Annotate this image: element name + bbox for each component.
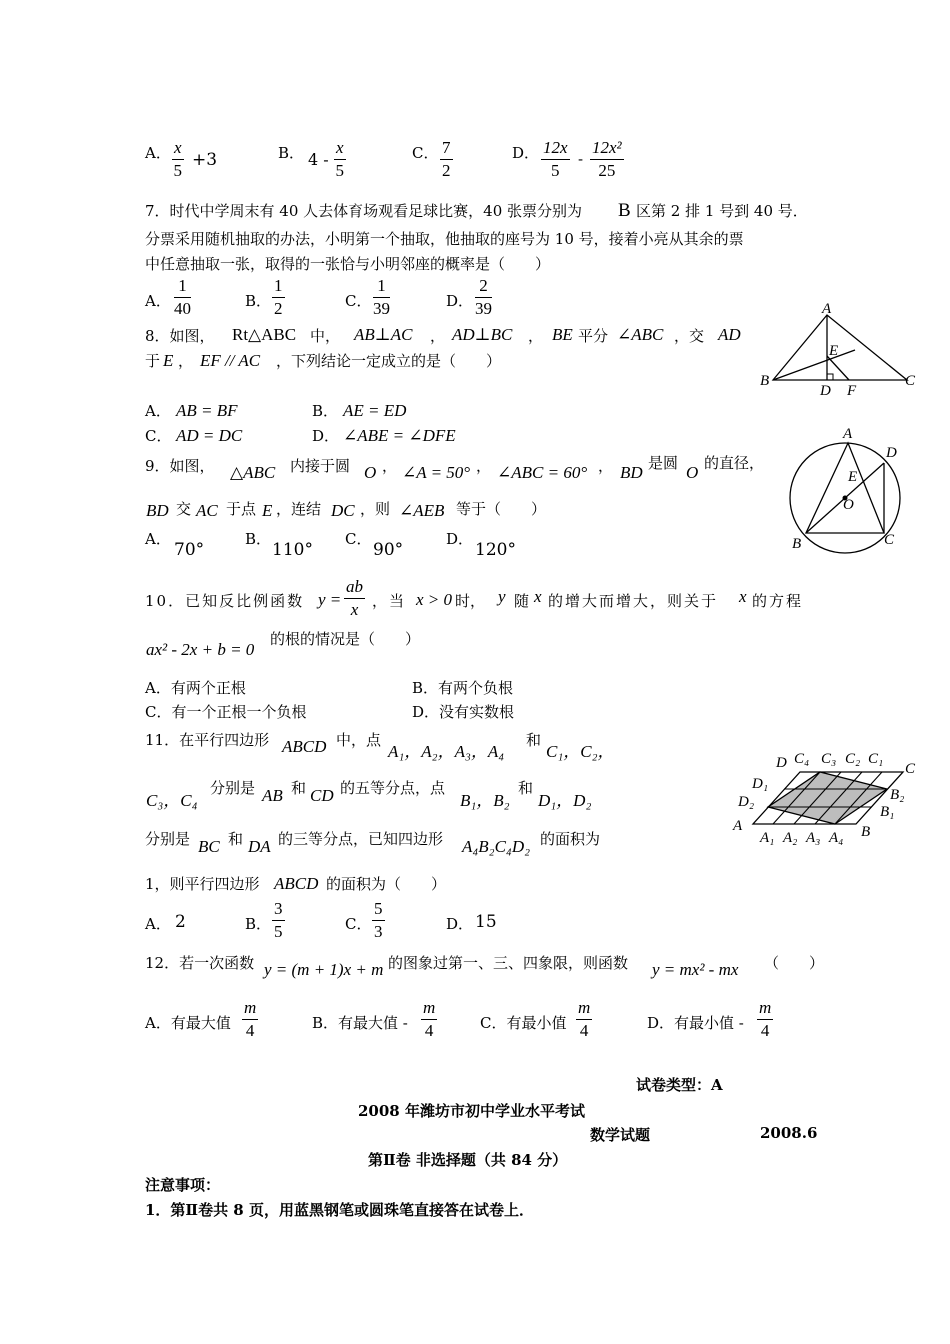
q11-math: ABCD — [282, 737, 327, 756]
q8-math: AB⊥AC — [354, 325, 413, 344]
q8-text: ， — [178, 352, 194, 370]
q11-opt-b-label: B． — [245, 915, 272, 933]
q11-text: 分别是 — [210, 779, 256, 797]
q7-opt-b-label: B． — [245, 292, 272, 310]
q12-opt-d: D．有最小值 - — [647, 1014, 744, 1032]
q8-text: 平分 — [578, 327, 609, 345]
q11-opt-d-label: D． — [446, 915, 474, 933]
q11-fig-label-c3: C₃ — [821, 751, 837, 767]
q7-line1-end: 区第 2 排 1 号到 40 号． — [636, 202, 808, 220]
q6-opt-a-frac: $\frac{x}{5}$ — [173, 138, 183, 180]
q7-line1: 7．时代中学周末有 40 人去体育场观看足球比赛，40 张票分别为 — [145, 202, 583, 220]
q10-text: 10．已知反比例函数 — [145, 592, 305, 610]
q8-math: BE — [552, 325, 573, 344]
q12-opt-b: B．有最大值 - — [312, 1014, 408, 1032]
q9-opt-a: 70° — [174, 540, 205, 560]
q11-fig-label-b: B — [861, 824, 871, 840]
q11-parallelogram-figure — [728, 748, 928, 848]
q9-opt-c-label: C． — [345, 530, 372, 548]
q9-math: ∠ABC = 60° — [497, 463, 588, 482]
q10-opt-c: C．有一个正根一个负根 — [145, 703, 307, 721]
q9-opt-d-label: D． — [446, 530, 474, 548]
q11-math: BC — [198, 837, 220, 856]
q12-text: 12．若一次函数 — [145, 954, 255, 972]
q7-opt-c-frac: $\frac{1}{39}$ — [373, 276, 390, 318]
q8-fig-label-a: A — [822, 301, 832, 317]
q11-math: B₁，B₂ — [460, 791, 510, 810]
q9-math: AC — [196, 501, 218, 520]
q11-fig-label-a: A — [733, 818, 743, 834]
q7-opt-d-label: D． — [446, 292, 474, 310]
q11-opt-a-label: A． — [145, 915, 171, 933]
q8-opt-c-label: C． — [145, 427, 172, 445]
q9-circle-figure — [780, 420, 910, 555]
q9-opt-c: 90° — [373, 540, 404, 560]
q11-fig-label-d2: D₂ — [738, 794, 755, 810]
q10-math: x > 0 — [416, 590, 453, 609]
q8-opt-a: AB = BF — [176, 401, 238, 420]
q8-opt-a-label: A． — [145, 402, 171, 420]
q11-math: DA — [248, 837, 271, 856]
q8-text: ，下列结论一定成立的是（ ） — [276, 352, 502, 370]
q8-math: Rt△ABC — [232, 325, 297, 344]
q11-text: 11．在平行四边形 — [145, 731, 270, 749]
q9-text: ， — [382, 457, 398, 475]
q9-math: ∠AEB — [399, 501, 445, 520]
q7-line3: 中任意抽取一张，取得的一张恰与小明邻座的概率是（ ） — [145, 255, 551, 273]
q9-math: O — [686, 463, 699, 482]
q9-fig-label-a: A — [843, 426, 853, 442]
q9-math: ∠A = 50° — [402, 463, 471, 482]
q7-line2: 分票采用随机抽取的办法，小明第一个抽取，他抽取的座号为 10 号，接着小亮从其余的票 — [145, 230, 744, 248]
q10-fraction: $\frac{ab}{x}$ — [346, 577, 363, 619]
q11-fig-label-c2: C₂ — [845, 751, 861, 767]
q11-fig-label-a3: A₃ — [806, 830, 821, 846]
q8-math: AD — [718, 325, 741, 344]
q9-fig-label-b: B — [792, 536, 802, 552]
q9-text: ，连结 — [276, 500, 322, 518]
q9-text: ，则 — [360, 500, 391, 518]
q9-text: ， — [476, 457, 492, 475]
q9-text: 内接于圆 — [290, 457, 351, 475]
q11-math: C₁，C₂， — [546, 742, 615, 761]
q12-opt-a: A．有最大值 — [145, 1014, 231, 1032]
q8-opt-d-label: D． — [312, 427, 340, 445]
q7-opt-c-label: C． — [345, 292, 372, 310]
q10-text: 的方程 — [752, 592, 804, 610]
q8-opt-d: ∠ABE = ∠DFE — [343, 426, 456, 445]
q12-opt-d-frac: $\frac{m}{4}$ — [759, 998, 772, 1040]
q9-fig-label-e: E — [848, 469, 858, 485]
q9-opt-a-label: A． — [145, 530, 171, 548]
q8-text: ， — [430, 327, 446, 345]
q12-math: y = mx² - mx — [652, 960, 739, 979]
q11-text: 和 — [526, 731, 542, 749]
q10-equation: ax² - 2x + b = 0 — [146, 640, 255, 659]
q6-opt-d-minus: - — [578, 150, 584, 168]
q10-text: 的增大而增大，则关于 — [548, 592, 719, 610]
q6-opt-d-label: D． — [512, 144, 540, 162]
q7-opt-a-label: A． — [145, 292, 171, 310]
q6-opt-c-frac: $\frac{7}{2}$ — [442, 138, 451, 180]
q11-math: A₁，A₂，A₃，A₄ — [388, 742, 505, 761]
q9-opt-b: 110° — [272, 540, 313, 560]
q9-text: ， — [598, 457, 614, 475]
q7-opt-a-frac: $\frac{1}{40}$ — [174, 276, 191, 318]
q12-math: y = (m + 1)x + m — [264, 960, 384, 979]
q7-opt-b-frac: $\frac{1}{2}$ — [274, 276, 283, 318]
q10-math: y — [498, 587, 506, 606]
q11-fig-label-c: C — [905, 761, 916, 777]
q8-fig-label-f: F — [847, 383, 857, 399]
q11-opt-d: 15 — [475, 912, 497, 932]
q11-fig-label-d: D — [776, 755, 787, 771]
q9-fig-label-d: D — [886, 445, 897, 461]
q9-text: 的直径， — [704, 454, 765, 472]
q12-opt-b-frac: $\frac{m}{4}$ — [423, 998, 436, 1040]
notice-heading: 注意事项： — [145, 1176, 221, 1194]
q9-math: BD — [620, 463, 643, 482]
q9-text: 交 — [176, 500, 192, 518]
q9-fig-label-c: C — [884, 532, 895, 548]
q8-opt-b: AE = ED — [343, 401, 407, 420]
exam-date: 2008.6 — [760, 1124, 818, 1142]
q10-opt-b: B．有两个负根 — [412, 679, 514, 697]
q11-text: 的面积为（ ） — [326, 875, 447, 893]
q9-math: BD — [146, 501, 169, 520]
q10-text: ，当 — [372, 592, 407, 610]
q12-opt-c-frac: $\frac{m}{4}$ — [578, 998, 591, 1040]
q6-opt-a-label: A． — [145, 144, 171, 162]
exam-title: 2008 年潍坊市初中学业水平考试 — [358, 1102, 585, 1120]
notice-item-1: 1．第Ⅱ卷共 8 页，用蓝黑钢笔或圆珠笔直接答在试卷上． — [145, 1201, 534, 1219]
q9-math: △ABC — [230, 463, 276, 482]
q6-opt-d-frac2: $\frac{\text{12x²}}{25}$ — [592, 138, 622, 180]
q10-opt-d: D．没有实数根 — [412, 703, 515, 721]
q6-opt-b-frac: $\frac{x}{5}$ — [335, 138, 345, 180]
q10-math: y = — [318, 590, 342, 609]
q11-text: 的五等分点，点 — [340, 779, 446, 797]
q11-fig-label-d1: D₁ — [752, 776, 769, 792]
q9-text: 是圆 — [648, 454, 679, 472]
q7-opt-d-frac: $\frac{2}{39}$ — [475, 276, 492, 318]
q6-opt-c-label: C． — [412, 144, 439, 162]
q11-fig-label-a2: A₂ — [783, 830, 798, 846]
q11-text: 分别是 — [145, 830, 191, 848]
q10-math: x — [739, 587, 747, 606]
q6-opt-b-label: B． — [278, 144, 305, 162]
q9-opt-b-label: B． — [245, 530, 272, 548]
q8-text: ， — [528, 327, 544, 345]
q11-text: 和 — [518, 779, 534, 797]
q11-text: 中，点 — [336, 731, 382, 749]
q8-math: EF // AC — [200, 351, 261, 370]
q12-opt-c: C．有最小值 — [480, 1014, 567, 1032]
q9-math: DC — [331, 501, 355, 520]
q12-text: （ ） — [764, 954, 825, 972]
q8-math: ∠ABC — [617, 325, 664, 344]
q11-text: 的面积为 — [540, 830, 601, 848]
q11-math: ABCD — [274, 874, 319, 893]
q8-text: ，交 — [674, 327, 705, 345]
q6-opt-d-frac1: $\frac{12x}{5}$ — [543, 138, 568, 180]
q8-triangle-figure — [755, 298, 925, 400]
q11-text: 和 — [228, 830, 244, 848]
q11-opt-c-label: C． — [345, 915, 372, 933]
q9-fig-label-o: O — [843, 497, 854, 513]
q11-math: D₁，D₂ — [538, 791, 592, 810]
q11-fig-label-c1: C₁ — [868, 751, 884, 767]
q11-fig-label-a4: A₄ — [829, 830, 844, 846]
q10-math: x — [534, 587, 542, 606]
q8-text: 于 — [145, 352, 161, 370]
q11-text: 的三等分点，已知四边形 — [278, 830, 444, 848]
paper-type: 试卷类型：A — [636, 1076, 723, 1094]
q9-text: 等于（ ） — [456, 500, 547, 518]
q7-line1-var: B — [618, 200, 631, 221]
q11-text: 1，则平行四边形 — [145, 875, 260, 893]
q9-text: 9．如图， — [145, 457, 215, 475]
q12-opt-a-frac: $\frac{m}{4}$ — [244, 998, 257, 1040]
q8-fig-label-c: C — [905, 373, 916, 389]
q8-math: AD⊥BC — [452, 325, 513, 344]
q8-fig-label-b: B — [760, 373, 770, 389]
q9-math: E — [262, 501, 273, 520]
q8-text: 8．如图， — [145, 327, 215, 345]
q9-opt-d: 120° — [475, 540, 516, 560]
q11-math: A₄B₂C₄D₂ — [462, 837, 531, 856]
q8-fig-label-e: E — [829, 343, 839, 359]
q11-opt-a: 2 — [175, 912, 186, 932]
q6-opt-b-head: 4 - — [308, 150, 329, 169]
q6-opt-a-tail: +3 — [192, 150, 218, 170]
q11-fig-label-c4: C₄ — [794, 751, 810, 767]
q8-fig-label-d: D — [820, 383, 831, 399]
exam-subject: 数学试题 — [590, 1126, 651, 1144]
q11-math: C₃，C₄ — [146, 791, 198, 810]
q11-math: AB — [262, 786, 283, 805]
q11-fig-label-b1: B₁ — [880, 804, 895, 820]
q10-text: 随 — [514, 592, 530, 610]
q10-opt-a: A．有两个正根 — [145, 679, 246, 697]
q11-math: CD — [310, 786, 334, 805]
q8-opt-c: AD = DC — [176, 426, 243, 445]
q11-fig-label-a1: A₁ — [760, 830, 775, 846]
q11-fig-label-b2: B₂ — [890, 787, 905, 803]
q12-text: 的图象过第一、三、四象限，则函数 — [388, 954, 629, 972]
q9-math: O — [364, 463, 377, 482]
q11-opt-b-frac: $\frac{3}{5}$ — [274, 899, 283, 941]
section-title: 第Ⅱ卷 非选择题（共 84 分） — [368, 1151, 568, 1169]
q11-opt-c-frac: $\frac{5}{3}$ — [374, 899, 383, 941]
q8-math: E — [163, 351, 174, 370]
q11-text: 和 — [291, 779, 307, 797]
q9-text: 于点 — [226, 500, 257, 518]
q10-text: 时， — [455, 592, 486, 610]
q10-text: 的根的情况是（ ） — [270, 630, 421, 648]
q8-opt-b-label: B． — [312, 402, 339, 420]
q8-text: 中， — [310, 327, 341, 345]
